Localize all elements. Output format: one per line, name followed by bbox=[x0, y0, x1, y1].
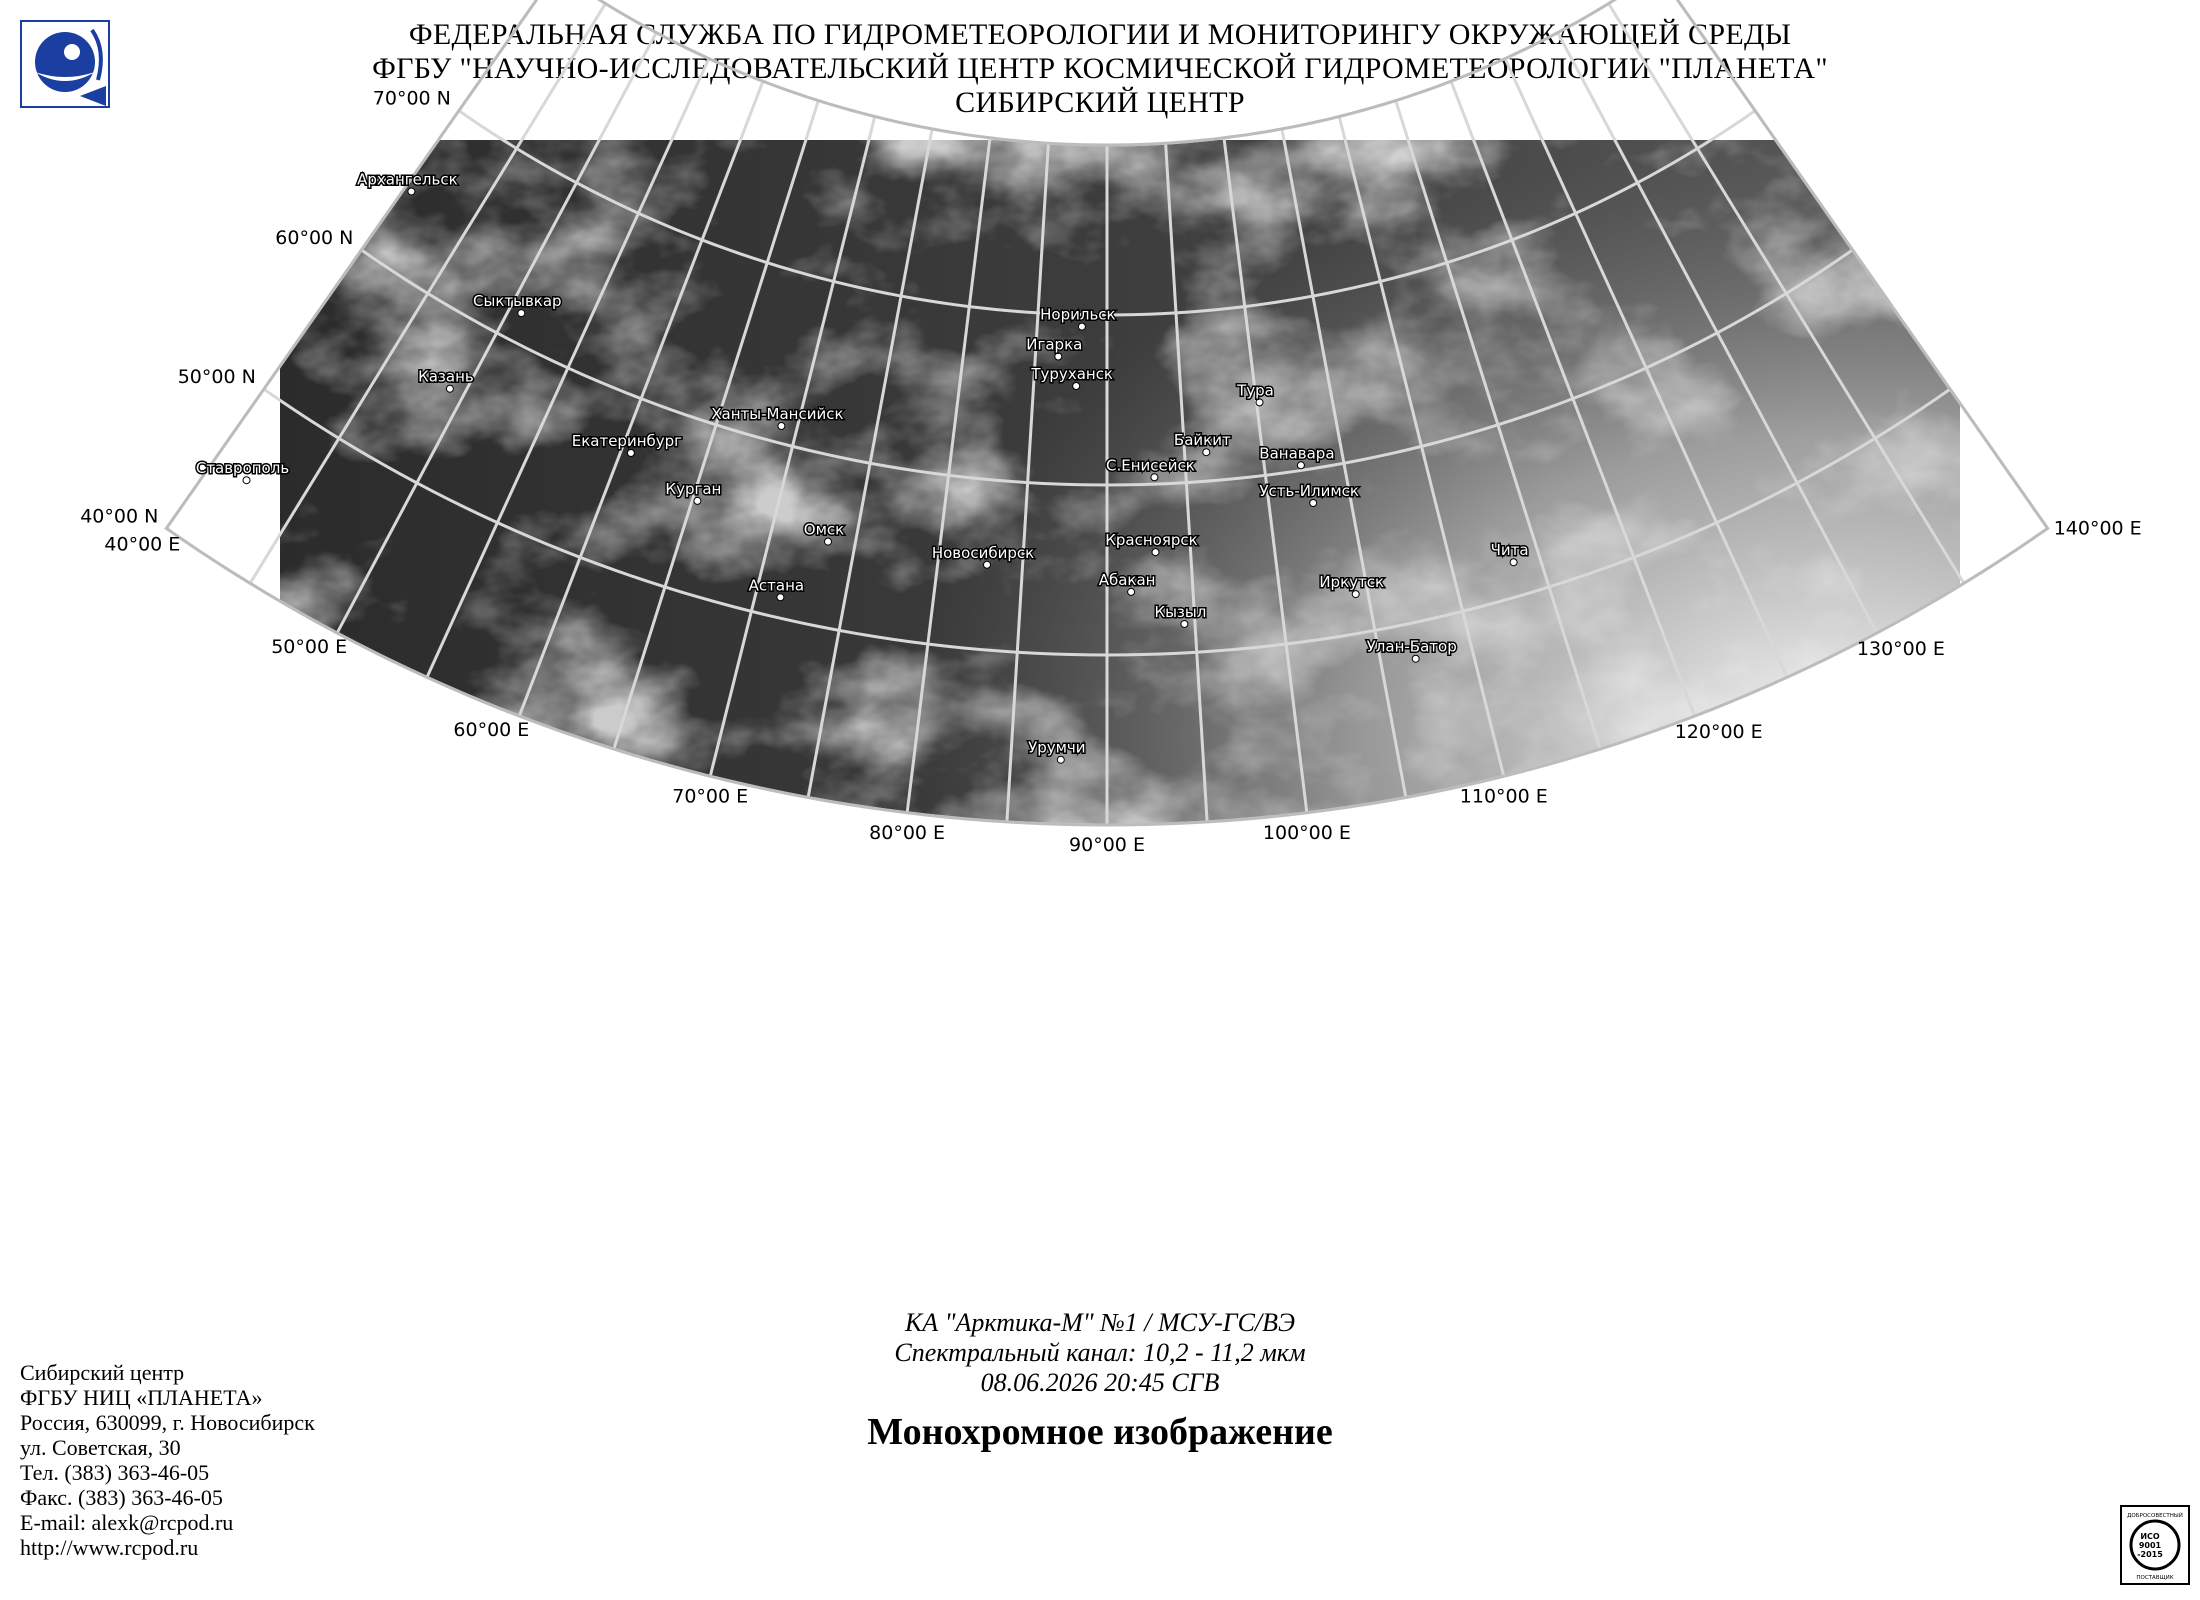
iso-badge-text: ИСО bbox=[2140, 1532, 2160, 1541]
city-dot bbox=[1073, 383, 1080, 390]
city-dot bbox=[1203, 449, 1210, 456]
latitude-label: 60°00 N bbox=[275, 226, 354, 249]
city-label: Сыктывкар bbox=[473, 292, 562, 311]
contact-line: Факс. (383) 363-46-05 bbox=[20, 1485, 223, 1510]
contact-line: Сибирский центр bbox=[20, 1360, 185, 1385]
city-label: Ставрополь bbox=[195, 459, 290, 478]
city-dot bbox=[984, 561, 991, 568]
city-label: Туруханск bbox=[1031, 365, 1114, 383]
observation-datetime: 08.06.2026 20:45 СГВ bbox=[980, 1368, 1220, 1397]
iso-badge-text: -2015 bbox=[2137, 1550, 2163, 1559]
city-label: Иркутск bbox=[1319, 573, 1385, 592]
latitude-label: 70°00 N bbox=[372, 87, 451, 110]
header-line-2: ФГБУ "НАУЧНО-ИССЛЕДОВАТЕЛЬСКИЙ ЦЕНТР КОСМИЧЕСКОЙ ГИДРОМЕТЕОРОЛОГИИ "ПЛАНЕТА" bbox=[372, 52, 1828, 85]
latitude-label: 50°00 N bbox=[177, 366, 256, 389]
city-label: Игарка bbox=[1026, 335, 1083, 354]
city-label: Кызыл bbox=[1154, 603, 1207, 621]
city-dot bbox=[694, 497, 701, 504]
city-label: Улан-Батор bbox=[1366, 637, 1457, 656]
city-label: С.Енисейск bbox=[1105, 456, 1195, 475]
city-label: Байкит bbox=[1173, 431, 1231, 450]
contact-block bbox=[20, 1360, 315, 1560]
city-label: Омск bbox=[803, 520, 845, 539]
city-label: Тура bbox=[1237, 381, 1274, 400]
contact-line: Тел. (383) 363-46-05 bbox=[20, 1460, 210, 1485]
city-label: Астана bbox=[748, 576, 805, 595]
city-label: Чита bbox=[1490, 541, 1529, 560]
iso-badge-text: 9001 bbox=[2138, 1541, 2162, 1550]
city-dot bbox=[1352, 591, 1359, 598]
city-dot bbox=[1128, 588, 1135, 595]
contact-line: ул. Советская, 30 bbox=[20, 1435, 181, 1460]
city-label: Норильск bbox=[1040, 305, 1116, 324]
longitude-label: 90°00 E bbox=[1069, 834, 1145, 856]
city-dot bbox=[627, 450, 634, 457]
latitude-label: 40°00 N bbox=[80, 505, 159, 528]
city-label: Ванавара bbox=[1259, 444, 1335, 463]
city-label: Красноярск bbox=[1105, 531, 1198, 550]
city-dot bbox=[1152, 549, 1159, 556]
contact-email: E-mail: alexk@rcpod.ru bbox=[20, 1510, 234, 1535]
city-label: Архангельск bbox=[357, 170, 458, 189]
city-label: Абакан bbox=[1098, 570, 1156, 589]
city-dot bbox=[1078, 323, 1085, 330]
city-dot bbox=[825, 538, 832, 545]
iso-badge-icon bbox=[2120, 1505, 2190, 1585]
header-line-1: ФЕДЕРАЛЬНАЯ СЛУЖБА ПО ГИДРОМЕТЕОРОЛОГИИ И МОНИТОРИНГУ ОКРУЖАЮЩЕЙ СРЕДЫ bbox=[408, 18, 1792, 51]
satellite-name: КА "Арктика-М" №1 / МСУ-ГС/ВЭ bbox=[904, 1308, 1296, 1337]
city-dot bbox=[1297, 462, 1304, 469]
longitude-label: 100°00 E bbox=[1262, 821, 1351, 844]
city-dot bbox=[1057, 756, 1064, 763]
city-dot bbox=[778, 423, 785, 430]
city-dot bbox=[1310, 500, 1317, 507]
image-type-title: Монохромное изображение bbox=[867, 1411, 1333, 1453]
city-label: Новосибирск bbox=[931, 543, 1035, 562]
city-dot bbox=[408, 188, 415, 195]
city-dot bbox=[1055, 353, 1062, 360]
longitude-label: 130°00 E bbox=[1856, 638, 1945, 660]
contact-line: Россия, 630099, г. Новосибирск bbox=[20, 1410, 315, 1435]
contact-website: http://www.rcpod.ru bbox=[20, 1535, 199, 1560]
longitude-label: 40°00 E bbox=[104, 533, 181, 556]
longitude-label: 140°00 E bbox=[2053, 517, 2142, 540]
city-label: Ханты-Мансийск bbox=[711, 405, 844, 423]
longitude-label: 50°00 E bbox=[271, 636, 348, 658]
longitude-label: 80°00 E bbox=[869, 821, 946, 844]
longitude-label: 60°00 E bbox=[453, 719, 530, 742]
city-label: Усть-Илимск bbox=[1259, 482, 1359, 500]
city-dot bbox=[1510, 559, 1517, 566]
longitude-label: 110°00 E bbox=[1459, 785, 1548, 808]
city-dot bbox=[518, 310, 525, 317]
city-label: Курган bbox=[665, 479, 722, 498]
longitude-label: 120°00 E bbox=[1674, 721, 1763, 744]
city-label: Екатеринбург bbox=[571, 432, 683, 450]
city-dot bbox=[1412, 655, 1419, 662]
city-dot bbox=[243, 477, 250, 484]
city-dot bbox=[446, 385, 453, 392]
city-label: Казань bbox=[418, 367, 474, 386]
header-line-3: СИБИРСКИЙ ЦЕНТР bbox=[955, 86, 1245, 119]
longitude-label: 70°00 E bbox=[672, 785, 749, 808]
caption bbox=[600, 1308, 1600, 1398]
parallel-line bbox=[556, 0, 1657, 145]
city-dot bbox=[1256, 399, 1263, 406]
spectral-channel: Спектральный канал: 10,2 - 11,2 мкм bbox=[894, 1338, 1306, 1367]
city-dot bbox=[777, 594, 784, 601]
iso-badge-bottom: ПОСТАВЩИК bbox=[2136, 1575, 2174, 1581]
city-dot bbox=[1151, 474, 1158, 481]
city-dot bbox=[1181, 621, 1188, 628]
contact-line: ФГБУ НИЦ «ПЛАНЕТА» bbox=[20, 1385, 263, 1410]
iso-badge-top: ДОБРОСОВЕСТНЫЙ bbox=[2127, 1513, 2183, 1519]
city-label: Урумчи bbox=[1028, 738, 1086, 757]
